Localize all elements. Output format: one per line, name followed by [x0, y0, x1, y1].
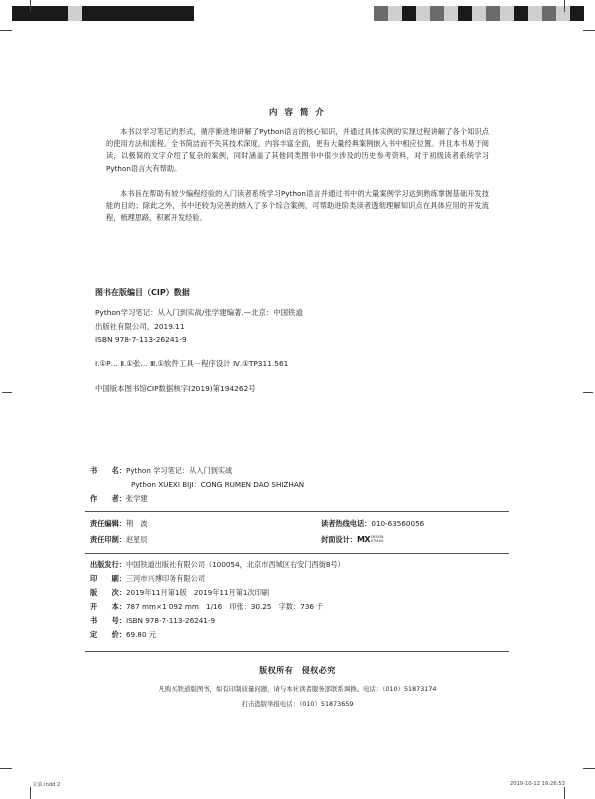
divider	[85, 651, 509, 652]
cip-isbn: ISBN 978-7-113-26241-9	[95, 335, 187, 344]
edition-label: 版 次：	[90, 588, 126, 597]
editor-row	[90, 519, 148, 529]
crop-mark	[564, 787, 565, 799]
divider	[85, 511, 509, 512]
isbn-row	[90, 616, 215, 626]
format-row	[90, 602, 323, 612]
edition-row	[90, 588, 269, 598]
registration-bar-right	[374, 6, 584, 21]
cip-heading: 图书在版编目（CIP）数据	[95, 288, 190, 297]
publisher: 中国铁道出版社有限公司（100054，北京市西城区右安门西街8号）	[125, 560, 345, 569]
price: 69.80 元	[125, 630, 157, 639]
cip-classification: Ⅰ.①P… Ⅱ.①张… Ⅲ.①软件工具－程序设计 Ⅳ.①TP311.561	[95, 359, 289, 368]
book-pinyin: Python XUEXI BIJI：CONG RUMEN DAO SHIZHAN	[131, 480, 305, 489]
crop-mark	[2, 392, 12, 393]
printing-label: 印 刷：	[90, 574, 126, 583]
file-slug: 文前.indd 2	[32, 782, 61, 788]
copyright-notice: 版权所有 侵权必究	[259, 666, 336, 675]
book-name: Python 学习笔记：从入门到实战	[125, 466, 233, 475]
format: 787 mm×1 092 mm 1/16 印张：30.25 字数：736 千	[125, 602, 324, 611]
book-name-row	[90, 466, 232, 476]
hotline-number: 010-63560056	[371, 519, 425, 528]
publisher-label: 出版发行：	[90, 560, 126, 569]
intro-paragraph-1: 本书以学习笔记的形式，循序渐进地讲解了Python语言的核心知识，并通过具体实例的实现过程讲解了各个知识点的使用方法和流程。全书简洁而不失其技术深度，内容丰富全面，更有大量经典案例嵌入书中相应位置。并且本书易于阅读，以极简的文字介绍了复杂的案例，同时涵盖了其他同类图书中很少涉及的历史参考资料，对于初级读者系统学习Python语言大有帮助。	[106, 127, 489, 173]
isbn-label: 书 号：	[90, 616, 126, 625]
printer-row	[90, 535, 148, 545]
author-row	[90, 494, 148, 504]
crop-mark	[583, 30, 595, 31]
crop-mark	[583, 392, 593, 393]
printing-row	[90, 574, 205, 584]
crop-mark	[0, 30, 12, 31]
printer-name: 赵星辰	[125, 535, 148, 544]
service-notice: 凡购买铁道版图书，如有印制质量问题，请与本社读者服务部联系调换。电话：（010）51873174	[158, 685, 437, 693]
cip-line-1: Python学习笔记：从入门到实战/张学建编著.—北京：中国铁道	[95, 308, 303, 317]
mx-design-logo-subtext: DESIGN STUDIO	[371, 535, 384, 543]
printer-label: 责任印制：	[90, 535, 126, 544]
cover-design-row	[321, 535, 383, 545]
anti-piracy-hotline: 打击盗版举报电话：（010）51873659	[241, 700, 354, 708]
crop-mark	[583, 768, 595, 769]
timestamp-slug: 2019-10-12 16:26:53	[509, 781, 565, 787]
mx-design-logo: MX	[356, 535, 371, 544]
divider	[85, 553, 509, 554]
isbn: ISBN 978-7-113-26241-9	[125, 616, 216, 625]
format-label: 开 本：	[90, 602, 126, 611]
price-row	[90, 630, 156, 640]
publisher-row	[90, 560, 345, 570]
printing-company: 三河市兴博印务有限公司	[125, 574, 206, 583]
price-label: 定 价：	[90, 630, 126, 639]
cip-record-number: 中国版本图书馆CIP数据核字(2019)第194262号	[95, 384, 256, 393]
cover-design-label: 封面设计：	[321, 535, 357, 544]
crop-mark	[30, 0, 31, 12]
editor-label: 责任编辑：	[90, 519, 126, 528]
crop-mark	[30, 787, 31, 799]
cip-line-2: 出版社有限公司，2019.11	[95, 322, 185, 331]
editor-name: 荆 波	[125, 519, 148, 528]
book-name-label: 书 名：	[90, 466, 126, 475]
crop-mark	[0, 768, 12, 769]
hotline-label: 读者热线电话：	[321, 519, 372, 528]
intro-paragraph-2: 本书旨在帮助有较少编程经验的入门读者系统学习Python语言并通过书中的大量案例学习达到熟练掌握基础开发技能的目的；除此之外，书中还较为完善的纳入了多个综合案例，可帮助进阶类读者透彻理解知识点在具体应用的开发流程，梳理思路，积累开发经验。	[106, 189, 489, 223]
author-name: 张学建	[125, 494, 148, 503]
intro-title: 内 容 简 介	[269, 108, 326, 118]
author-label: 作 者：	[90, 494, 126, 503]
hotline-row	[321, 519, 424, 529]
crop-mark	[564, 0, 565, 12]
registration-bar-left	[12, 6, 194, 21]
edition: 2019年11月第1版 2019年11月第1次印刷	[125, 588, 270, 597]
